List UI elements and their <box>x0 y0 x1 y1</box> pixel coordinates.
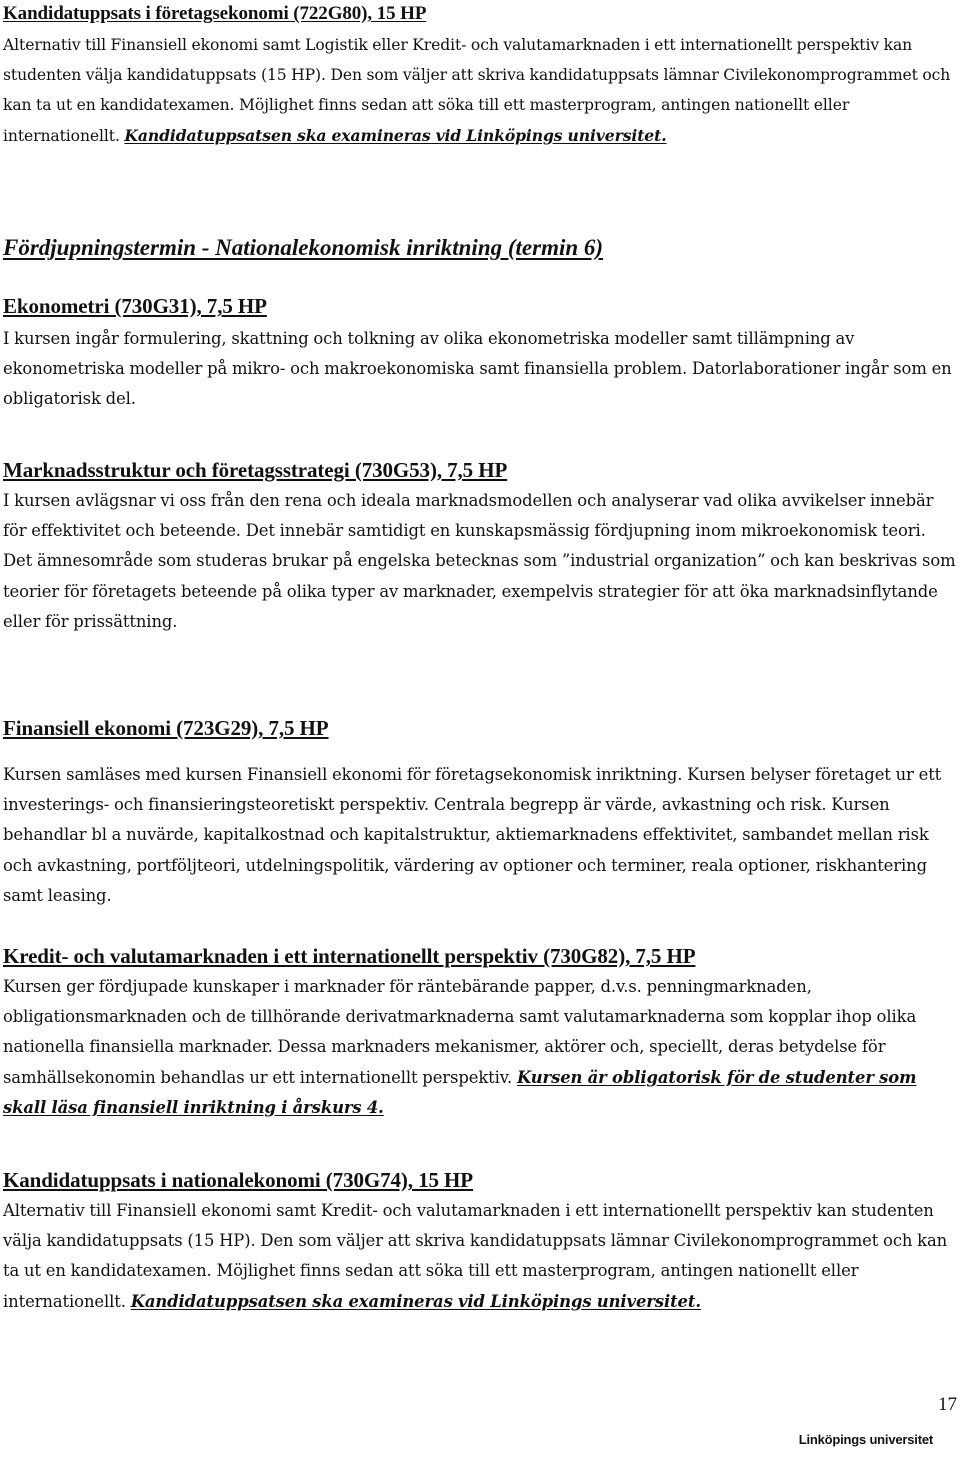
section-heading: Fördjupningstermin - Nationalekonomisk inriktning (termin 6) <box>3 235 604 260</box>
course-description-text: Kursen ger fördjupade kunskaper i marknader för räntebärande papper, d.v.s. penningmarknaden, obligationsmarknaden och de tillhörande derivatmarknaderna samt valutamarknaderna som kopplar ihop olika nationella finansiella marknader. Dessa marknaders mekanismer, aktörer och, speciellt, deras betydelse för samhällsekonomin behandlas ur ett internationellt perspektiv. <box>3 977 917 1087</box>
course-description-text: Alternativ till Finansiell ekonomi samt Logistik eller Kredit- och valutamarknaden i ett internationellt perspektiv kan studenten välja kandidatuppsats (15 HP). Den som väljer att skriva kandidatuppsats lämnar Civilekonomprogrammet och kan ta ut en kandidatexamen. Möjlighet finns sedan att söka till ett masterprogram, antingen nationellt eller internationellt. <box>3 36 951 145</box>
kredit-valutamarknaden-block <box>3 944 957 1123</box>
university-logo: Linköpings universitet <box>798 1432 933 1447</box>
examination-note: Kandidatuppsatsen ska examineras vid Linköpings universitet. <box>130 1291 701 1311</box>
course-heading: Marknadsstruktur och företagsstrategi (730G53), 7,5 HP <box>3 458 508 482</box>
course-heading: Ekonometri (730G31), 7,5 HP <box>3 294 267 318</box>
kandidatuppsats-foretagsekonomi-block <box>3 2 957 151</box>
course-description: I kursen ingår formulering, skattning och tolkning av olika ekonometriska modeller samt tillämpning av ekonometriska modeller på mikro- och makroekonomiska samt finansiella problem. Datorlaborationer ingår som en obligatorisk del. <box>3 329 952 409</box>
marknadsstruktur-block <box>3 458 957 637</box>
course-description <box>3 30 957 151</box>
page-number: 17 <box>938 1394 957 1415</box>
course-description: Kursen samläses med kursen Finansiell ekonomi för företagsekonomisk inriktning. Kursen belyser företaget ur ett investerings- och finansieringsteoretiskt perspektiv. Centrala begrepp är värde, avkastning och risk. Kursen behandlar bl a nuvärde, kapitalkostnad och kapitalstruktur, aktiemarknadens effektivitet, sambandet mellan risk och avkastning, portföljteori, utdelningspolitik, värdering av optioner och terminer, reala optioner, riskhantering samt leasing. <box>3 765 942 905</box>
course-heading: Kandidatuppsats i företagsekonomi (722G80), 15 HP <box>3 3 427 24</box>
course-description <box>3 1196 957 1317</box>
course-description: I kursen avlägsnar vi oss från den rena och ideala marknadsmodellen och analyserar vad olika avvikelser innebär för effektivitet och beteende. Det innebär samtidigt en kunskapsmässig fördjupning inom mikroekonomisk teori. Det ämnesområde som studeras brukar på engelska betecknas som ”industrial organization” och kan beskrivas som teorier för företagets beteende på olika typer av marknader, exempelvis strategier för att öka marknadsinflytande eller för prissättning. <box>3 491 956 631</box>
course-heading: Finansiell ekonomi (723G29), 7,5 HP <box>3 716 329 740</box>
fordjupningstermin-block <box>3 234 957 262</box>
course-heading: Kredit- och valutamarknaden i ett internationellt perspektiv (730G82), 7,5 HP <box>3 944 696 968</box>
ekonometri-block <box>3 294 957 415</box>
course-description-text: Alternativ till Finansiell ekonomi samt Kredit- och valutamarknaden i ett internationellt perspektiv kan studenten välja kandidatuppsats (15 HP). Den som väljer att skriva kandidatuppsats lämnar Civilekonomprogrammet och kan ta ut en kandidatexamen. Möjlighet finns sedan att söka till ett masterprogram, antingen nationellt eller internationellt. <box>3 1201 948 1311</box>
examination-note: Kandidatuppsatsen ska examineras vid Linköpings universitet. <box>124 125 667 145</box>
obligatory-note: Kursen är obligatorisk för de studenter som skall läsa finansiell inriktning i årskurs 4. <box>3 1067 917 1117</box>
course-heading: Kandidatuppsats i nationalekonomi (730G74), 15 HP <box>3 1168 474 1192</box>
course-description <box>3 972 957 1123</box>
kandidatuppsats-nationalekonomi-block <box>3 1168 957 1317</box>
finansiell-ekonomi-block <box>3 716 957 911</box>
